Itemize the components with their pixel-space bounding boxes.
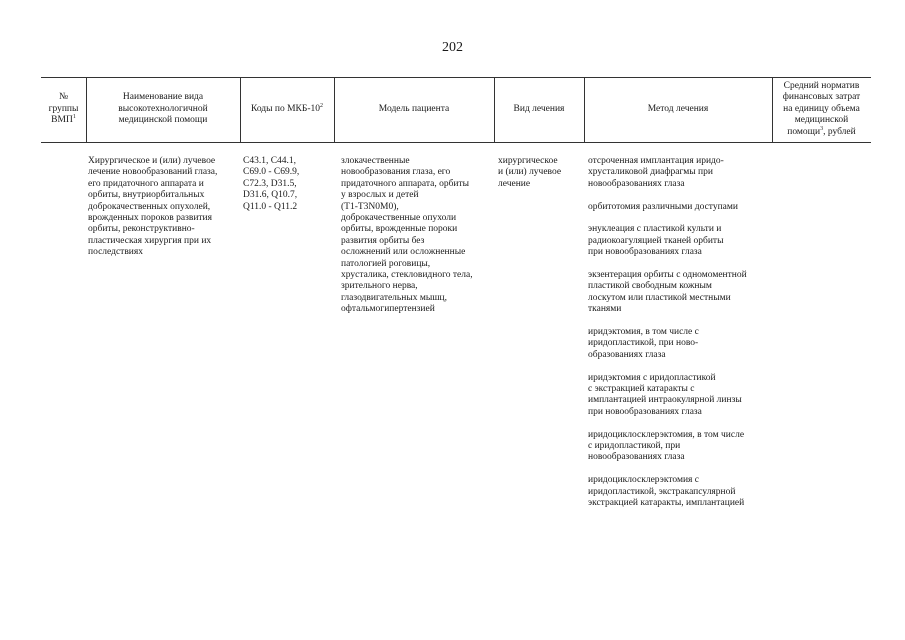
- cell-line: C43.1, C44.1,: [243, 156, 297, 166]
- header-text: группы: [48, 103, 79, 114]
- cell-line: тканями: [588, 304, 622, 315]
- cell-line: D31.6, Q10.7,: [243, 190, 298, 201]
- cell-treatment-methods: [588, 156, 747, 521]
- header-patient-model: [334, 77, 494, 142]
- cell-icd-codes: [243, 156, 299, 213]
- cell-line: пластикой свободным кожным: [588, 281, 712, 292]
- cell-line: орбитотомия различными доступами: [588, 201, 738, 212]
- method-item: [588, 156, 747, 190]
- cell-line: при новообразованиях глаза: [588, 247, 702, 258]
- header-text: помощи$^3$, рублей: [787, 125, 856, 137]
- cell-line: иридопластикой, при ново-: [588, 338, 699, 349]
- method-item: [588, 373, 747, 419]
- cell-care-type: [88, 156, 217, 259]
- cell-line: лечение: [498, 178, 531, 189]
- header-text: Коды по МКБ-$10^2$: [250, 102, 324, 114]
- cell-line: экстракцией катаракты, имплантацией: [588, 498, 745, 509]
- cell-line: доброкачественных опухолей,: [88, 201, 211, 212]
- cell-line: иридоциклосклерэктомия с: [588, 475, 700, 486]
- header-text: на единицу объема: [783, 103, 860, 114]
- cell-line: экзентерация орбиты с одномоментной: [588, 270, 747, 281]
- header-text: Модель пациента: [378, 103, 450, 114]
- header-text: Метод лечения: [647, 103, 709, 114]
- cell-line: хирургическое: [498, 156, 558, 166]
- method-item: [588, 270, 747, 316]
- cell-line: с иридопластикой, при: [588, 441, 681, 452]
- cell-line: (T1-T3N0M0),: [341, 201, 399, 212]
- cell-line: с экстракцией катаракты с: [588, 384, 695, 395]
- header-text: Средний норматив: [783, 80, 860, 91]
- cell-line: образованиях глаза: [588, 349, 666, 360]
- cell-line: C69.0 - C69.9,: [243, 167, 300, 178]
- cell-line: радиокоагуляцией тканей орбиты: [588, 235, 724, 246]
- cell-line: у взрослых и детей: [341, 190, 419, 201]
- cell-line: пластическая хирургия при их: [88, 235, 212, 246]
- cell-line: иридоциклосклерэктомия, в том числе: [588, 429, 745, 440]
- footnote-marker: 2: [320, 102, 324, 109]
- cell-line: врожденных пороков развития: [88, 213, 213, 224]
- cell-line: и (или) лучевое: [498, 167, 562, 178]
- cell-treatment-type: [498, 156, 561, 190]
- header-cost-norm: [772, 77, 871, 142]
- cell-line: Хирургическое и (или) лучевое: [88, 156, 216, 166]
- cell-line: лечение новообразований глаза,: [88, 167, 218, 178]
- table-header-bottom-rule: [41, 142, 871, 143]
- cell-line: доброкачественные опухоли: [341, 213, 457, 224]
- footnote-marker: 1: [72, 114, 76, 121]
- header-text: Наименование вида: [122, 92, 204, 103]
- cell-line: лоскутом или пластикой местными: [588, 292, 731, 303]
- method-item: [588, 475, 747, 509]
- method-item: [588, 224, 747, 258]
- cell-line: зрительного нерва,: [341, 281, 418, 292]
- page-number: 202: [442, 40, 463, 55]
- header-text: финансовых затрат: [782, 92, 861, 103]
- cell-line: глазодвигательных мышц,: [341, 292, 448, 303]
- header-text: №: [58, 92, 69, 103]
- header-treatment-method: [584, 77, 772, 142]
- method-item: [588, 202, 747, 213]
- method-item: [588, 430, 747, 464]
- header-text: Вид лечения: [513, 103, 565, 114]
- cell-line: имплантацией интраокулярной линзы: [588, 395, 742, 406]
- cell-line: при новообразованиях глаза: [588, 406, 702, 417]
- cell-line: его придаточного аппарата и: [88, 178, 204, 189]
- cell-line: орбиты, внутриорбитальных: [88, 190, 205, 201]
- cell-line: новообразованиях глаза: [588, 178, 685, 189]
- method-item: [588, 327, 747, 361]
- header-text: ВМП$^1$: [51, 114, 76, 126]
- cell-line: патологией роговицы,: [341, 258, 431, 269]
- cell-line: отсроченная имплантация иридо-: [588, 156, 724, 166]
- cell-line: придаточного аппарата, орбиты: [341, 178, 470, 189]
- cell-line: орбиты, врожденные пороки: [341, 224, 458, 235]
- cell-line: энуклеация с пластикой культи и: [588, 224, 722, 235]
- cell-line: Q11.0 - Q11.2: [243, 201, 298, 212]
- cell-line: C72.3, D31.5,: [243, 178, 297, 189]
- cell-line: последствиях: [88, 247, 144, 258]
- header-text: медицинской помощи: [118, 115, 208, 126]
- cell-line: новообразования глаза, его: [341, 167, 451, 178]
- cell-line: новообразованиях глаза: [588, 452, 685, 463]
- cell-line: хрусталика, стекловидного тела,: [341, 270, 473, 281]
- header-treatment-type: [494, 77, 584, 142]
- cell-line: иридэктомия, в том числе с: [588, 327, 699, 338]
- header-group-number: [41, 77, 86, 142]
- header-care-type: [86, 77, 240, 142]
- cell-line: злокачественные: [341, 156, 410, 166]
- footnote-marker: 3: [820, 125, 824, 132]
- header-text: медицинской: [794, 115, 849, 126]
- cell-line: хрусталиковой диафрагмы при: [588, 167, 713, 178]
- cell-patient-model: [341, 156, 473, 316]
- header-icd-codes: [240, 77, 334, 142]
- cell-line: офтальмогипертензией: [341, 304, 435, 315]
- cell-line: орбиты, реконструктивно-: [88, 224, 195, 235]
- cell-line: развития орбиты без: [341, 235, 425, 246]
- header-text: высокотехнологичной: [118, 103, 208, 114]
- cell-line: иридэктомия с иридопластикой: [588, 372, 716, 383]
- cell-line: осложнений или осложненные: [341, 247, 466, 258]
- cell-line: иридопластикой, экстракапсулярной: [588, 486, 736, 497]
